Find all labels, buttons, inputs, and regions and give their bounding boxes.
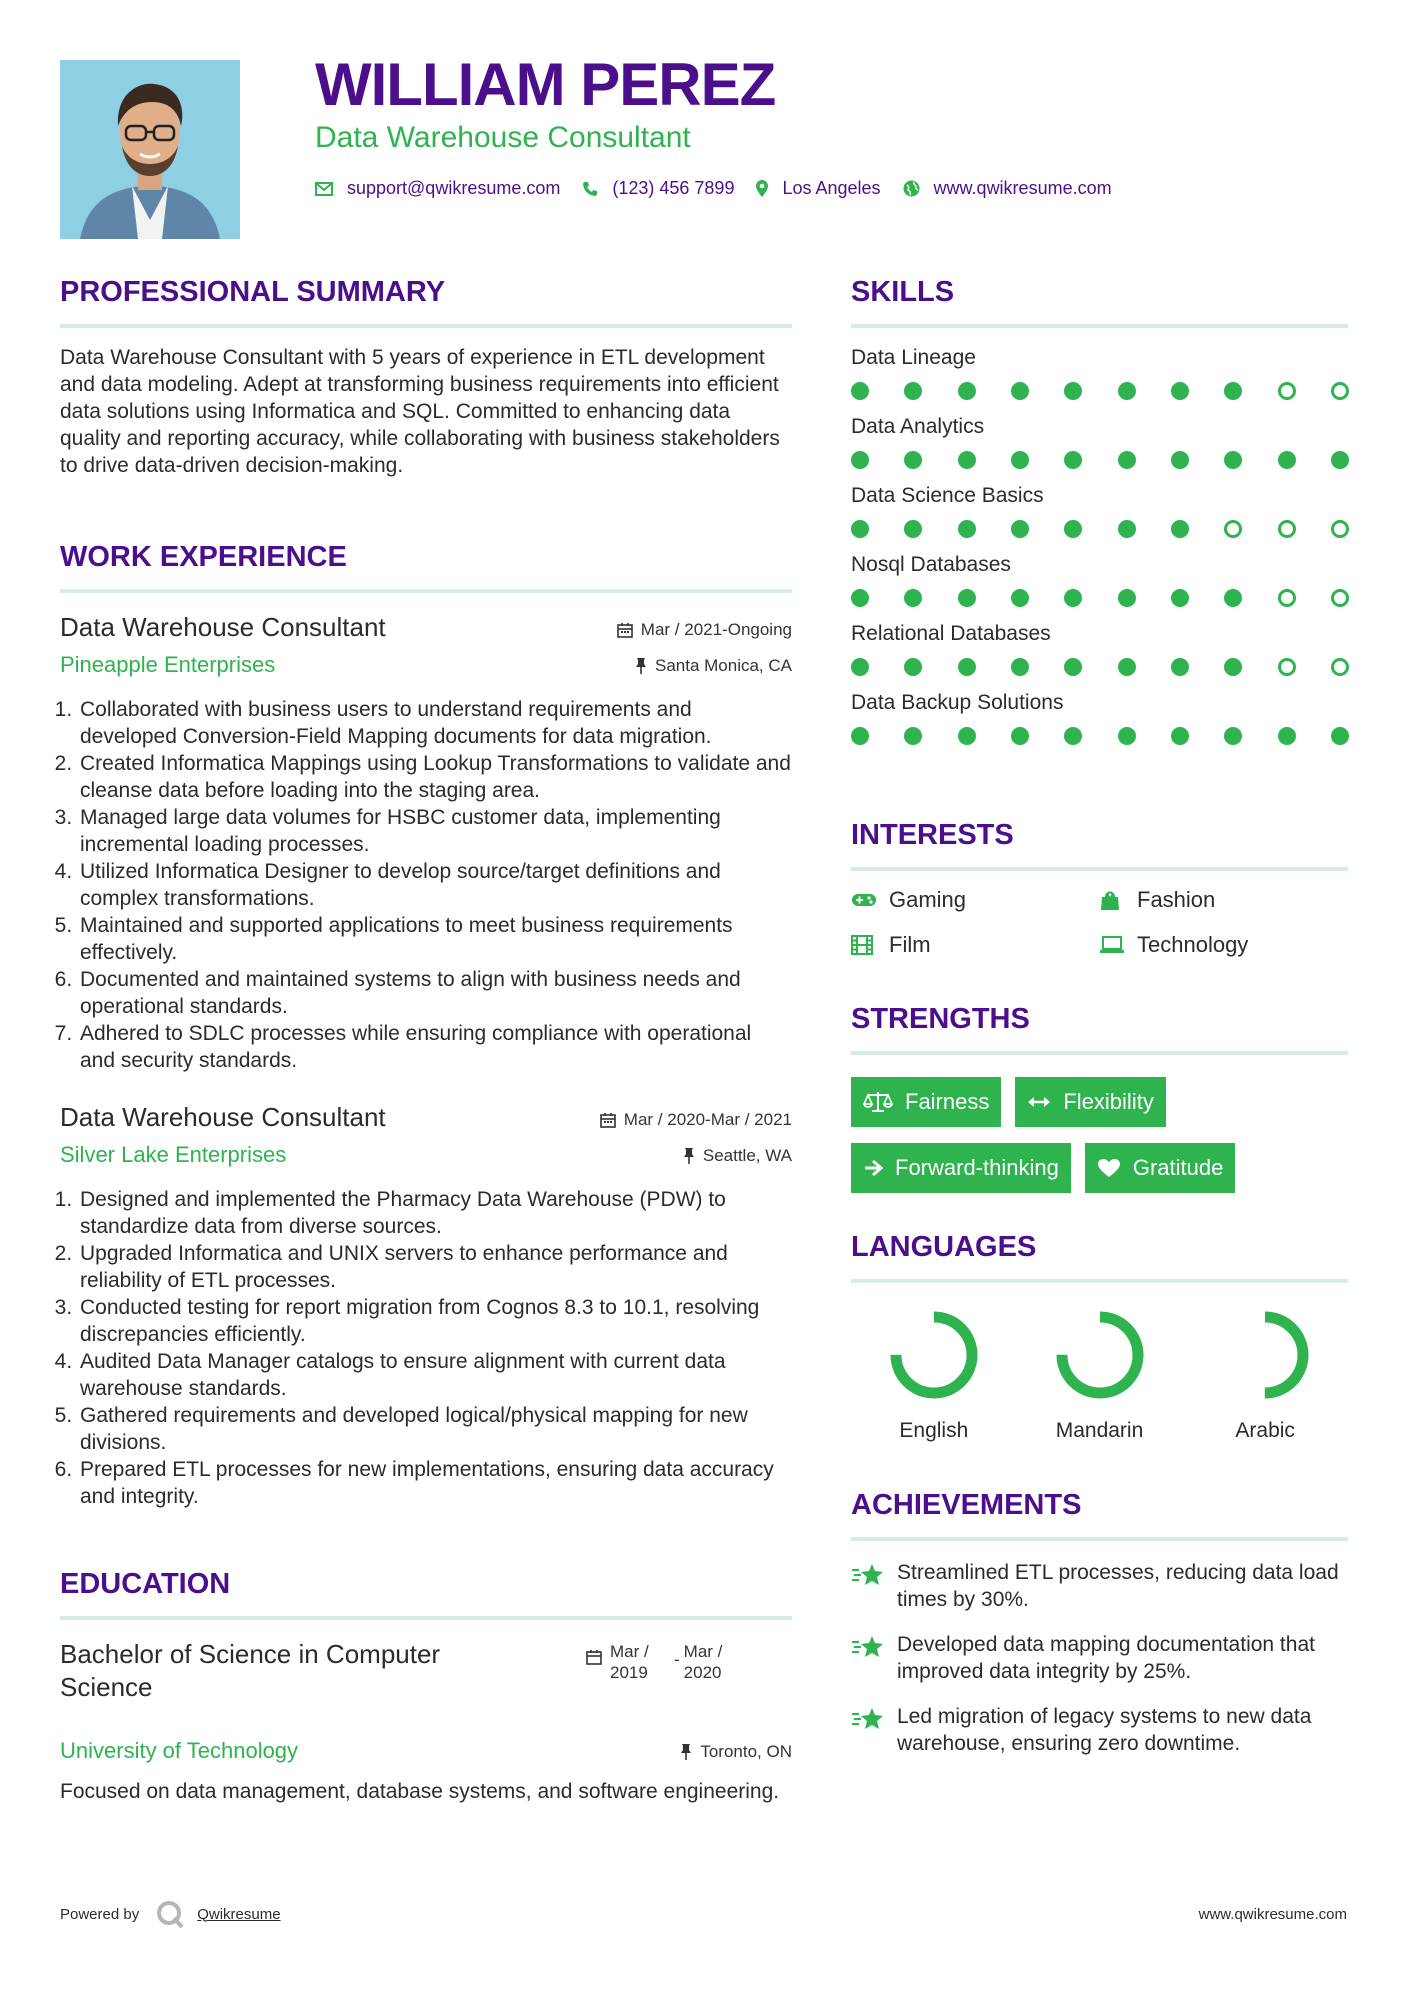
language-name: Mandarin	[1055, 1418, 1144, 1442]
list-item: 7. Adhered to SDLC processes while ensuring compliance with operational and security standards.	[78, 1020, 792, 1074]
interest-label: Technology	[1137, 931, 1249, 957]
strength-tag	[1015, 1077, 1165, 1127]
rating-dot-filled	[1278, 727, 1296, 745]
website-text: www.qwikresume.com	[933, 178, 1112, 198]
strength-label: Fairness	[905, 1088, 990, 1114]
education-dates	[586, 1641, 734, 1683]
language-item	[1182, 1305, 1348, 1443]
rating-dot-filled	[1118, 382, 1136, 400]
footer-url[interactable]: www.qwikresume.com	[1198, 1906, 1347, 1923]
skills-section	[851, 275, 1348, 758]
achievement-text: Developed data mapping documentation that improved data integrity by 25%.	[897, 1632, 1315, 1683]
summary-section	[60, 275, 792, 479]
job-date-text: Mar / 2021-Ongoing	[640, 619, 792, 639]
brand-link[interactable]: Qwikresume	[197, 1905, 281, 1923]
strengths-heading: STRENGTHS	[851, 1003, 1030, 1035]
rating-dot-filled	[958, 589, 976, 607]
rating-dot-filled	[1064, 382, 1082, 400]
school-name: University of Technology	[60, 1737, 299, 1763]
rating-dot-filled	[1224, 727, 1242, 745]
rating-dot-filled	[1278, 451, 1296, 469]
section-divider	[851, 1279, 1348, 1283]
skill-name: Data Analytics	[851, 414, 985, 438]
school-location-text: Toronto, ON	[700, 1741, 792, 1761]
company-name: Silver Lake Enterprises	[60, 1141, 287, 1167]
skill-item	[851, 344, 1348, 400]
degree-title: Bachelor of Science in Computer Science	[60, 1638, 441, 1702]
rating-dot-filled	[1118, 658, 1136, 676]
shooting-star-icon	[851, 1633, 887, 1661]
rating-dot-filled	[904, 727, 922, 745]
job-location-text: Seattle, WA	[702, 1145, 792, 1165]
location-text: Los Angeles	[782, 178, 881, 198]
summary-heading: PROFESSIONAL SUMMARY	[60, 276, 446, 308]
skill-item	[851, 482, 1348, 538]
rating-dot-filled	[1224, 451, 1242, 469]
company-name: Pineapple Enterprises	[60, 651, 276, 677]
laptop-icon	[1099, 936, 1125, 954]
rating-dot-filled	[1064, 520, 1082, 538]
work-section	[60, 540, 792, 1510]
rating-dot-filled	[851, 589, 869, 607]
rating-dot-filled	[1171, 727, 1189, 745]
interests-section	[851, 818, 1348, 958]
rating-dot-filled	[1171, 658, 1189, 676]
rating-dot-filled	[1064, 451, 1082, 469]
section-divider	[60, 324, 792, 328]
rating-dot-filled	[958, 382, 976, 400]
rating-dot-filled	[958, 658, 976, 676]
strength-label: Forward-thinking	[895, 1154, 1059, 1180]
education-start: Mar / 2019	[610, 1641, 649, 1682]
rating-dot-filled	[1064, 727, 1082, 745]
language-level-arc	[1062, 1317, 1138, 1393]
job-entry	[60, 1102, 792, 1510]
strength-label: Gratitude	[1132, 1154, 1224, 1180]
rating-dot-filled	[1224, 382, 1242, 400]
list-item: 4. Utilized Informatica Designer to develop source/target definitions and complex transformations.	[78, 858, 792, 912]
language-item	[1017, 1305, 1183, 1443]
rating-dot-empty	[1278, 658, 1296, 676]
contact-email[interactable]	[315, 178, 560, 199]
rating-dot-filled	[1224, 589, 1242, 607]
envelope-icon	[315, 182, 333, 196]
strength-label: Flexibility	[1063, 1088, 1154, 1114]
job-bullets	[60, 696, 792, 1074]
rating-dot-filled	[1171, 451, 1189, 469]
skill-name: Relational Databases	[851, 621, 1051, 645]
job-date-text: Mar / 2020-Mar / 2021	[623, 1109, 792, 1129]
rating-dot-filled	[1171, 520, 1189, 538]
rating-dot-filled	[1011, 658, 1029, 676]
phone-icon	[582, 181, 598, 197]
rating-dot-empty	[1278, 589, 1296, 607]
skill-item	[851, 689, 1348, 745]
rating-dot-filled	[958, 451, 976, 469]
calendar-icon	[617, 622, 633, 638]
language-item	[851, 1305, 1017, 1443]
section-divider	[60, 1616, 792, 1620]
work-heading: WORK EXPERIENCE	[60, 541, 347, 573]
strength-tag	[851, 1143, 1071, 1193]
rating-dot-filled	[958, 727, 976, 745]
language-name: English	[899, 1418, 969, 1442]
rating-dot-empty	[1278, 382, 1296, 400]
list-item: 1. Designed and implemented the Pharmacy Data Warehouse (PDW) to standardize data from diverse sources.	[78, 1186, 792, 1240]
skill-name: Data Lineage	[851, 345, 976, 369]
rating-dot-filled	[904, 520, 922, 538]
job-date	[617, 620, 792, 640]
heart-icon	[1097, 1158, 1121, 1178]
section-divider	[851, 1537, 1348, 1541]
rating-dot-filled	[904, 658, 922, 676]
skills-heading: SKILLS	[851, 276, 955, 308]
rating-dot-filled	[904, 589, 922, 607]
skill-rating	[851, 589, 1349, 607]
phone-text: (123) 456 7899	[612, 178, 735, 198]
list-item: 1. Collaborated with business users to understand requirements and developed Conversion-Field Mapping documents for data migration.	[78, 696, 792, 750]
contact-bar	[315, 178, 1134, 199]
skill-rating	[851, 658, 1349, 676]
skill-rating	[851, 727, 1349, 745]
shooting-star-icon	[851, 1705, 887, 1733]
pushpin-icon	[683, 1148, 695, 1164]
email-text: support@qwikresume.com	[347, 178, 561, 198]
rating-dot-filled	[1064, 658, 1082, 676]
skill-name: Data Backup Solutions	[851, 690, 1064, 714]
section-divider	[851, 1051, 1348, 1055]
interest-item	[1099, 932, 1347, 958]
list-item: 3. Managed large data volumes for HSBC customer data, implementing incremental loading processes.	[78, 804, 792, 858]
globe-icon	[903, 180, 920, 197]
rating-dot-filled	[1118, 451, 1136, 469]
interest-label: Fashion	[1137, 886, 1216, 912]
rating-dot-empty	[1278, 520, 1296, 538]
date-separator: -	[674, 1649, 680, 1669]
education-description: Focused on data management, database systems, and software engineering.	[60, 1779, 780, 1803]
rating-dot-filled	[904, 382, 922, 400]
job-title: Data Warehouse Consultant	[60, 611, 386, 642]
interest-label: Gaming	[889, 886, 967, 912]
footer-powered-by	[60, 1899, 281, 1929]
rating-dot-filled	[1011, 727, 1029, 745]
candidate-name: WILLIAM PEREZ	[315, 51, 776, 118]
list-item: 2. Created Informatica Mappings using Lookup Transformations to validate and cleanse data before loading into the staging area.	[78, 750, 792, 804]
skill-name: Nosql Databases	[851, 552, 1011, 576]
languages-section	[851, 1230, 1348, 1443]
rating-dot-filled	[851, 520, 869, 538]
rating-dot-empty	[1224, 520, 1242, 538]
languages-heading: LANGUAGES	[851, 1231, 1037, 1263]
skill-item	[851, 620, 1348, 676]
skill-rating	[851, 451, 1349, 469]
interest-label: Film	[889, 931, 931, 957]
contact-phone[interactable]	[582, 178, 734, 199]
list-item: 6. Prepared ETL processes for new implementations, ensuring data accuracy and integrity.	[78, 1456, 792, 1510]
pushpin-icon	[635, 658, 647, 674]
balance-scale-icon	[863, 1090, 893, 1114]
rating-dot-filled	[1011, 520, 1029, 538]
job-title: Data Warehouse Consultant	[60, 1101, 386, 1132]
rating-dot-filled	[1011, 382, 1029, 400]
strengths-section	[851, 1002, 1348, 1193]
rating-dot-filled	[1011, 589, 1029, 607]
job-location	[635, 656, 792, 676]
rating-dot-filled	[1118, 727, 1136, 745]
job-date	[600, 1110, 792, 1130]
calendar-icon	[586, 1649, 602, 1665]
interest-item	[851, 887, 1099, 913]
section-divider	[851, 324, 1348, 328]
rating-dot-filled	[851, 727, 869, 745]
job-location-text: Santa Monica, CA	[654, 655, 792, 675]
rating-dot-filled	[851, 451, 869, 469]
skill-name: Data Science Basics	[851, 483, 1044, 507]
achievements-heading: ACHIEVEMENTS	[851, 1489, 1082, 1521]
job-location	[683, 1146, 792, 1166]
section-divider	[851, 867, 1348, 871]
list-item: 2. Upgraded Informatica and UNIX servers to enhance performance and reliability of ETL processes.	[78, 1240, 792, 1294]
language-level-ring	[884, 1305, 984, 1405]
interests-heading: INTERESTS	[851, 819, 1014, 851]
contact-website[interactable]	[903, 178, 1112, 199]
rating-dot-empty	[1331, 658, 1349, 676]
list-item: 5. Maintained and supported applications to meet business requirements effectively.	[78, 912, 792, 966]
arrows-horizontal-icon	[1027, 1095, 1051, 1109]
rating-dot-filled	[1171, 589, 1189, 607]
education-end: Mar / 2020	[683, 1641, 723, 1682]
strength-tag	[851, 1077, 1001, 1127]
interest-item	[851, 932, 1099, 958]
skill-rating	[851, 520, 1349, 538]
language-level-ring	[1050, 1305, 1150, 1405]
achievement-item	[851, 1703, 1348, 1757]
qwikresume-logo-icon	[155, 1899, 185, 1929]
education-section	[60, 1567, 792, 1805]
calendar-icon	[600, 1112, 616, 1128]
achievement-text: Led migration of legacy systems to new data warehouse, ensuring zero downtime.	[897, 1704, 1312, 1755]
job-entry	[60, 612, 792, 1074]
rating-dot-filled	[851, 658, 869, 676]
rating-dot-empty	[1331, 382, 1349, 400]
achievement-text: Streamlined ETL processes, reducing data load times by 30%.	[897, 1560, 1339, 1611]
rating-dot-filled	[958, 520, 976, 538]
map-pin-icon	[756, 180, 768, 197]
pushpin-icon	[680, 1744, 692, 1760]
list-item: 4. Audited Data Manager catalogs to ensure alignment with current data warehouse standards.	[78, 1348, 792, 1402]
skills-list	[851, 344, 1348, 745]
rating-dot-filled	[1331, 727, 1349, 745]
interest-item	[1099, 887, 1347, 913]
skill-rating	[851, 382, 1349, 400]
gamepad-icon	[851, 892, 877, 908]
profile-photo	[60, 60, 240, 239]
film-icon	[851, 935, 877, 955]
rating-dot-filled	[1011, 451, 1029, 469]
achievement-item	[851, 1631, 1348, 1685]
rating-dot-filled	[851, 382, 869, 400]
shopping-bag-icon	[1099, 889, 1125, 911]
language-level-arc	[896, 1317, 972, 1393]
education-heading: EDUCATION	[60, 1568, 231, 1600]
achievement-item	[851, 1559, 1348, 1613]
list-item: 6. Documented and maintained systems to align with business needs and operational standards.	[78, 966, 792, 1020]
rating-dot-filled	[1118, 589, 1136, 607]
skill-item	[851, 551, 1348, 607]
rating-dot-empty	[1331, 520, 1349, 538]
candidate-title: Data Warehouse Consultant	[315, 121, 691, 154]
rating-dot-filled	[1064, 589, 1082, 607]
rating-dot-filled	[1224, 658, 1242, 676]
rating-dot-filled	[1171, 382, 1189, 400]
achievements-section	[851, 1488, 1348, 1757]
rating-dot-filled	[1331, 451, 1349, 469]
rating-dot-empty	[1331, 589, 1349, 607]
skill-item	[851, 413, 1348, 469]
rating-dot-filled	[1118, 520, 1136, 538]
rating-dot-filled	[904, 451, 922, 469]
shooting-star-icon	[851, 1561, 887, 1589]
strength-tag	[1085, 1143, 1236, 1193]
arrow-right-icon	[863, 1159, 883, 1177]
list-item: 5. Gathered requirements and developed logical/physical mapping for new divisions.	[78, 1402, 792, 1456]
language-name: Arabic	[1235, 1418, 1295, 1442]
powered-by-label: Powered by	[60, 1905, 140, 1923]
language-level-arc	[1227, 1317, 1303, 1393]
section-divider	[60, 589, 792, 593]
school-location	[680, 1742, 792, 1762]
summary-text: Data Warehouse Consultant with 5 years of experience in ETL development and data modeling. Adept at transforming business requirements into efficient data solutions using Informatica and SQL. Committed to enhancing data quality and reporting accuracy, while collaborating with business stakeholders to drive data-driven decision-making.	[60, 345, 780, 477]
job-bullets	[60, 1186, 792, 1510]
language-level-ring	[1215, 1305, 1315, 1405]
list-item: 3. Conducted testing for report migration from Cognos 8.3 to 10.1, resolving discrepancies efficiently.	[78, 1294, 792, 1348]
contact-location	[756, 178, 880, 199]
